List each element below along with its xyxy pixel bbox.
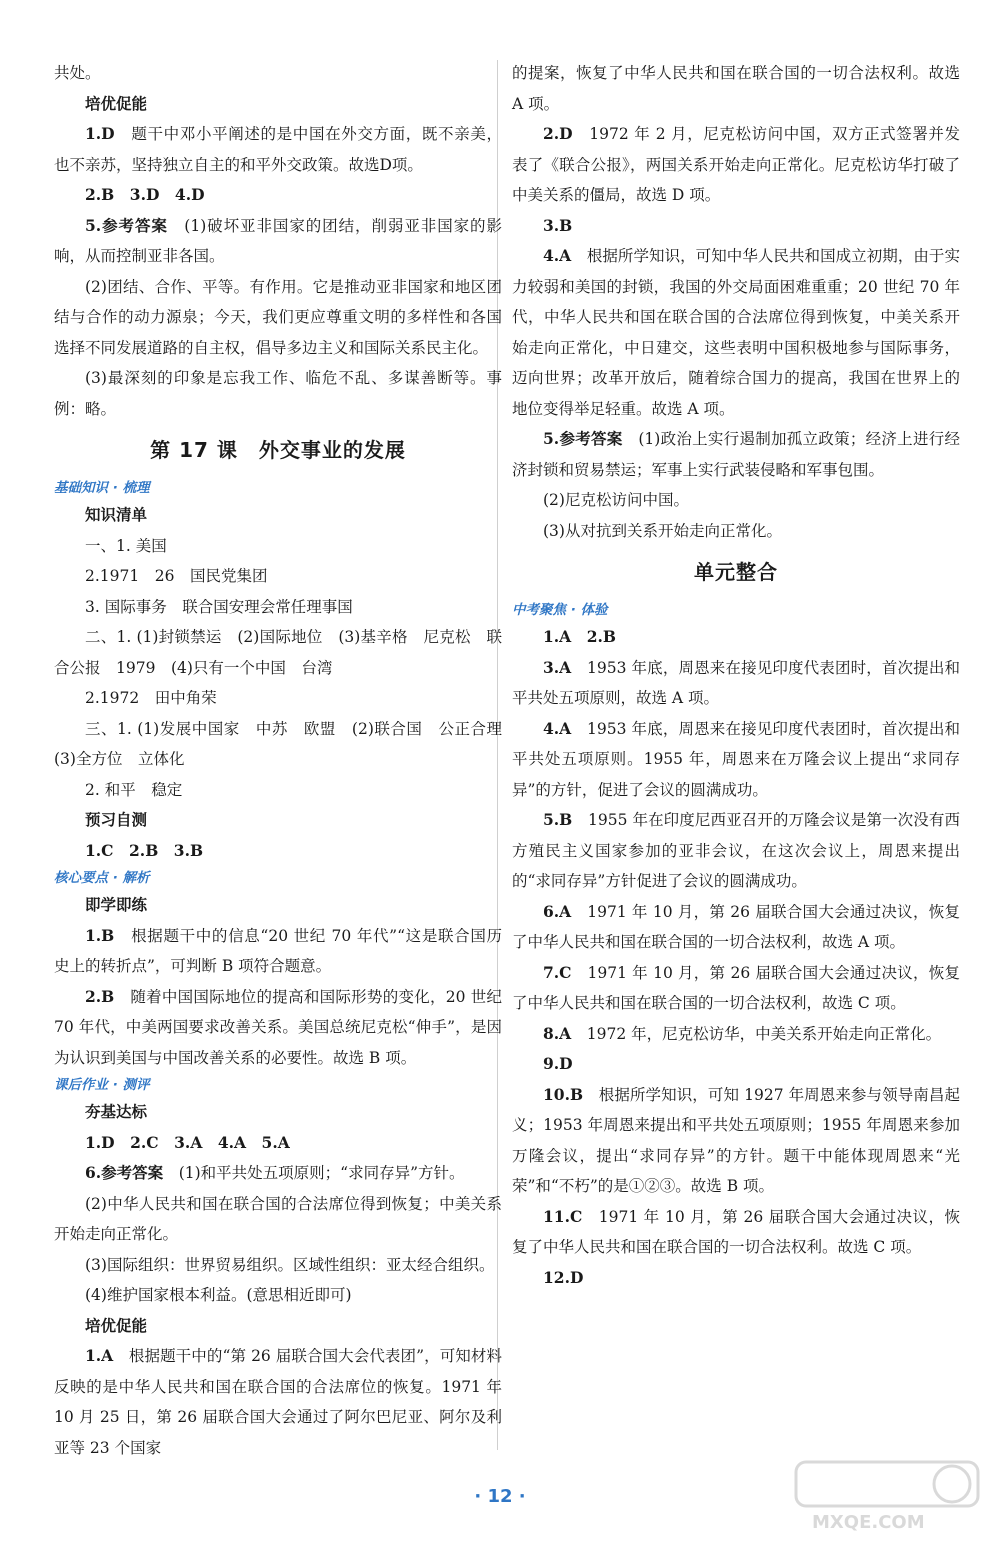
section-heading: 中考聚焦 · 体验: [512, 602, 608, 618]
answer-item: [54, 211, 502, 272]
answer-item: [512, 958, 960, 1019]
answer-item: [512, 897, 960, 958]
answer-text: 根据所学知识，可知中华人民共和国成立初期，由于实力较弱和美国的封锁，我国的外交局面困难重重；20 世纪 70 年代，中华人民共和国在联合国的合法席位得到恢复，中美关系开始走向正常化，中日建交，这些表明中国积极地参与国际事务，迈向世界；改革开放后，随着综合国力的提高，我国在世界上的地位变得举足轻重。故选 A 项。: [512, 247, 960, 418]
answer-number: 3.A: [543, 657, 572, 677]
section-heading: 核心要点 · 解析: [54, 870, 150, 886]
answer-text: 1971 年 10 月，第 26 届联合国大会通过决议，恢复了中华人民共和国在联合国的一切合法权利，故选 C 项。: [512, 963, 960, 1012]
text-line: 一、1. 美国: [85, 536, 167, 555]
answer-item: [512, 119, 960, 211]
text-line: 三、1. (1)发展中国家 中苏 欧盟 (2)联合国 公正合理 (3)全方位 立体化: [54, 719, 518, 768]
answer-number: 6.A: [543, 901, 572, 921]
answer-item: [54, 921, 502, 982]
answer-item: 9.D: [543, 1054, 573, 1073]
answer-text: 1955 年在印度尼西亚召开的万隆会议是第一次没有西方殖民主义国家参加的亚非会议，在这次会议上，周恩来提出的“求同存异”方针促进了会议的圆满成功。: [512, 811, 960, 890]
answer-item: 3.B: [543, 215, 573, 235]
answer-text: (3)从对抗到关系开始走向正常化。: [543, 521, 782, 540]
answer-number: 7.C: [543, 962, 572, 982]
answer-text: (1)和平共处五项原则；“求同存异”方针。: [178, 1164, 465, 1182]
answer-item: [512, 653, 960, 714]
section-heading: 基础知识 · 梳理: [54, 480, 150, 496]
answer-text: (2)团结、合作、平等。有作用。它是推动亚非国家和地区团结与合作的动力源泉；今天，我们更应尊重文明的多样性和各国选择不同发展道路的自主权，倡导多边主义和国际关系民主化。: [54, 277, 502, 357]
answer-item: 1.C 2.B 3.B: [85, 840, 204, 860]
subheading: 培优促能: [85, 93, 148, 113]
left-column: [54, 58, 518, 1463]
text-line: 2.1972 田中角荣: [85, 689, 217, 707]
unit-title: 单元整合: [694, 560, 778, 584]
text-line: 2. 和平 稳定: [85, 780, 183, 799]
answer-item: [512, 241, 960, 424]
watermark-graphic: [792, 1456, 982, 1536]
answer-item: [54, 1341, 502, 1463]
answer-text: 1971 年 10 月，第 26 届联合国大会通过决议，恢复了中华人民共和国在联合国的一切合法权利。故选 C 项。: [512, 1207, 960, 1256]
answer-text: (4)维护国家根本利益。(意思相近即可): [85, 1286, 352, 1304]
answer-text: (2)尼克松访问中国。: [543, 491, 689, 509]
lesson-title: 第 17 课 外交事业的发展: [150, 438, 406, 462]
answer-number: 4.A: [543, 718, 572, 738]
answer-number: 4.A: [543, 246, 572, 265]
answer-text: 随着中国国际地位的提高和国际形势的变化，20 世纪 70 年代，中美两国要求改善关系。美国总统尼克松“伸手”，是因为认识到美国与中国改善关系的必要性。故选 B 项。: [54, 987, 502, 1067]
answer-number: 10.B: [543, 1084, 584, 1104]
right-column: [512, 58, 960, 1293]
answer-text: (1)政治上实行遏制加孤立政策；经济上进行经济封锁和贸易禁运；军事上实行武装侵略和军事包围。: [512, 430, 960, 479]
text-line: 的提案，恢复了中华人民共和国在联合国的一切合法权利。故选 A 项。: [512, 64, 960, 113]
answer-text: 根据所学知识，可知 1927 年周恩来参与领导南昌起义；1953 年周恩来提出和平共处五项原则；1955 年周恩来参加万隆会议，提出“求同存异”的方针。题干中能体现周恩来“光荣”和“不朽”的是①②③。故选 B 项。: [512, 1085, 960, 1195]
answer-item: 2.B 3.D 4.D: [85, 185, 205, 204]
answer-number: 5.参考答案: [543, 429, 623, 448]
answer-item: 12.D: [543, 1267, 584, 1287]
answer-item: [54, 982, 502, 1074]
answer-text: (3)国际组织：世界贸易组织。区域性组织：亚太经合组织。: [85, 1255, 495, 1274]
answer-number: 1.B: [85, 925, 115, 945]
answer-number: 8.A: [543, 1023, 572, 1043]
answer-text: 1972 年 2 月，尼克松访问中国，双方正式签署并发表了《联合公报》，两国关系开始走向正常化。尼克松访华打破了中美关系的僵局，故选 D 项。: [512, 125, 960, 204]
answer-text: (3)最深刻的印象是忘我工作、临危不乱、多谋善断等。事例：略。: [54, 369, 502, 418]
answer-number: 2.D: [543, 124, 573, 143]
answer-item: [54, 1158, 502, 1189]
subheading: 即学即练: [85, 895, 148, 914]
subheading: 预习自测: [85, 810, 148, 829]
answer-text: 1971 年 10 月，第 26 届联合国大会通过决议，恢复了中华人民共和国在联合国的一切合法权利，故选 A 项。: [512, 902, 960, 951]
page-number: · 12 ·: [474, 1486, 526, 1507]
section-heading: 课后作业 · 测评: [54, 1077, 150, 1093]
answer-number: 1.D: [85, 124, 115, 143]
watermark-logo: [792, 1456, 982, 1536]
answer-text: (1)破坏亚非国家的团结，削弱亚非国家的影响，从而控制亚非各国。: [54, 216, 502, 265]
answer-text: 根据题干中的“第 26 届联合国大会代表团”，可知材料反映的是中华人民共和国在联合国的合法席位的恢复。1971 年 10 月 25 日，第 26 届联合国大会通过了阿尔巴尼亚、阿尔及利亚等 23 个国家: [54, 1347, 502, 1457]
answer-item: 1.A 2.B: [543, 627, 616, 646]
subheading: 夯基达标: [85, 1102, 148, 1121]
text-line: 2.1971 26 国民党集团: [85, 567, 268, 585]
answer-item: [512, 424, 960, 485]
answer-number: 11.C: [543, 1206, 583, 1226]
text-line: 3. 国际事务 联合国安理会常任理事国: [85, 597, 353, 616]
answer-item: [512, 1202, 960, 1263]
answer-item: [512, 1080, 960, 1202]
subheading: 培优促能: [85, 1315, 148, 1335]
answer-item: 1.D 2.C 3.A 4.A 5.A: [85, 1132, 290, 1152]
svg-text:MXQE.COM: MXQE.COM: [812, 1512, 925, 1533]
answer-item: [512, 805, 960, 897]
answer-text: 1972 年，尼克松访华，中美关系开始走向正常化。: [586, 1024, 942, 1043]
answer-number: 5.B: [543, 810, 573, 829]
answer-item: [512, 714, 960, 806]
answer-item: [512, 1019, 960, 1050]
answer-text: 1953 年底，周恩来在接见印度代表团时，首次提出和平共处五项原则，故选 A 项。: [512, 658, 960, 707]
answer-text: 根据题干中的信息“20 世纪 70 年代”“这是联合国历史上的转折点”，可判断 B 项符合题意。: [54, 926, 502, 975]
answer-number: 2.B: [85, 986, 115, 1006]
text-line: 共处。: [54, 64, 101, 82]
answer-text: 题干中邓小平阐述的是中国在外交方面，既不亲美，也不亲苏，坚持独立自主的和平外交政策。故选D项。: [54, 125, 502, 174]
answer-number: 6.参考答案: [85, 1163, 164, 1182]
answer-text: 1953 年底，周恩来在接见印度代表团时，首次提出和平共处五项原则。1955 年，周恩来在万隆会议上提出“求同存异”的方针，促进了会议的圆满成功。: [512, 719, 960, 799]
text-line: 二、1. (1)封锁禁运 (2)国际地位 (3)基辛格 尼克松 联合公报 1979 (4)只有一个中国 台湾: [54, 628, 502, 677]
subheading: 知识清单: [85, 505, 148, 524]
answer-text: (2)中华人民共和国在联合国的合法席位得到恢复；中美关系开始走向正常化。: [54, 1194, 502, 1243]
answer-number: 5.参考答案: [85, 215, 168, 235]
answer-item: [54, 119, 502, 180]
answer-number: 1.A: [85, 1346, 114, 1365]
